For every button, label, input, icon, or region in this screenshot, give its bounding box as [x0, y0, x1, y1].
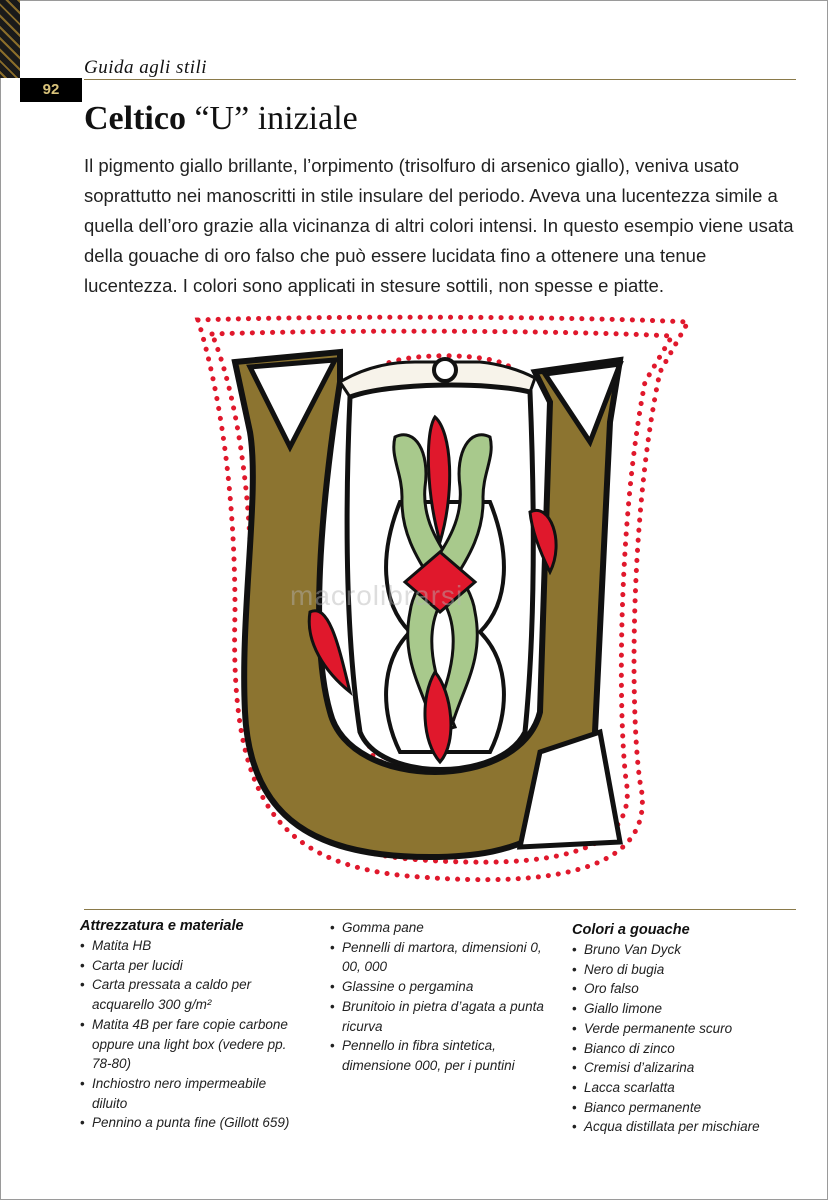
list-item: • Bianco permanente	[572, 1098, 792, 1118]
list-item: • Verde permanente scuro	[572, 1019, 792, 1039]
list-item: • Lacca scarlatta	[572, 1078, 792, 1098]
materials-column-1	[80, 916, 305, 1133]
list-item: • Carta pressata a caldo per acquarello 300 g/m²	[80, 975, 305, 1014]
intro-paragraph: Il pigmento giallo brillante, l’orpimento (trisolfuro di arsenico giallo), veniva usato soprattutto nei manoscritti in stile insulare del periodo. Aveva una lucentezza simile a quella dell’oro grazie alla vicinanza di altri colori intensi. In questo esempio viene usata della gouache di oro falso che può essere lucidata fino a ottenere una tenue lucentezza. I colori sono applicati in stesure sottili, non spesse e piatte.	[84, 155, 794, 296]
list-item: • Brunitoio in pietra d’agata a punta ricurva	[330, 997, 555, 1036]
list-item: • Carta per lucidi	[80, 956, 305, 976]
gouache-list	[572, 940, 792, 1137]
materials-column-2	[330, 918, 555, 1076]
footer-rule	[84, 909, 796, 910]
list-item: • Bianco di zinco	[572, 1039, 792, 1059]
list-item: • Acqua distillata per mischiare	[572, 1117, 792, 1137]
list-item: • Inchiostro nero impermeabile diluito	[80, 1074, 305, 1113]
watermark: macrolibrarsi	[290, 580, 464, 611]
list-item: • Glassine o pergamina	[330, 977, 555, 997]
list-item: • Giallo limone	[572, 999, 792, 1019]
gouache-column	[572, 920, 792, 1137]
list-item: • Gomma pane	[330, 918, 555, 938]
page-title	[84, 100, 358, 138]
list-item: • Oro falso	[572, 979, 792, 999]
list-item: • Pennello in fibra sintetica, dimensione 000, per i puntini	[330, 1036, 555, 1075]
page-number: 92	[20, 78, 82, 102]
materials-list-2	[330, 918, 555, 1076]
list-item: • Bruno Van Dyck	[572, 940, 792, 960]
list-item: • Matita 4B per fare copie carbone oppure una light box (vedere pp. 78-80)	[80, 1015, 305, 1074]
corner-ornament	[0, 0, 20, 78]
list-item: • Matita HB	[80, 936, 305, 956]
page-title-rest: “U” iniziale	[185, 100, 358, 137]
page-title-bold: Celtico	[84, 100, 186, 137]
header-rule	[84, 79, 796, 80]
list-item: • Pennelli di martora, dimensioni 0, 00, 000	[330, 938, 555, 977]
list-item: • Nero di bugia	[572, 960, 792, 980]
gouache-heading: Colori a gouache	[572, 922, 690, 938]
top-ring	[434, 359, 456, 381]
list-item: • Pennino a punta fine (Gillott 659)	[80, 1113, 305, 1133]
materials-heading: Attrezzatura e materiale	[80, 918, 244, 934]
section-title: Guida agli stili	[84, 57, 208, 78]
materials-list-1	[80, 936, 305, 1133]
list-item: • Cremisi d’alizarina	[572, 1058, 792, 1078]
